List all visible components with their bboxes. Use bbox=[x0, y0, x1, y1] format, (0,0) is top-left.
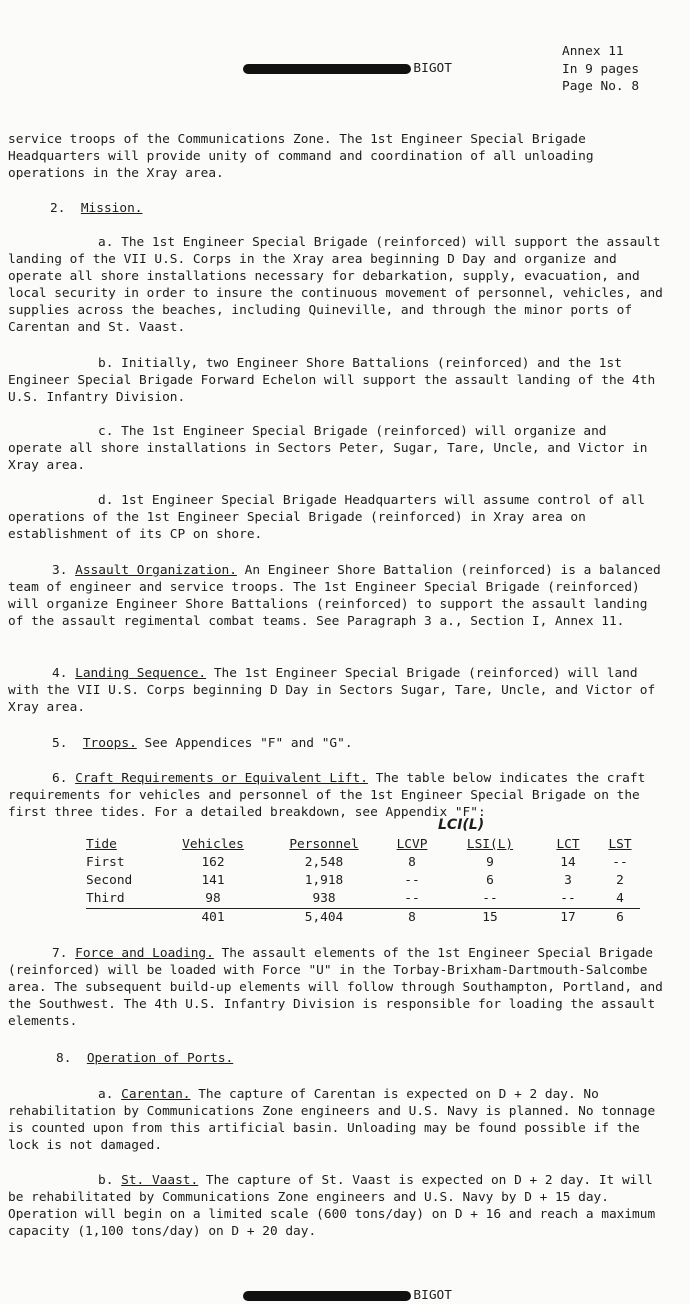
section-2-heading bbox=[50, 200, 142, 217]
section-title: Troops. bbox=[82, 736, 137, 751]
bottom-classification bbox=[228, 1270, 452, 1304]
cell: 4 bbox=[616, 891, 624, 906]
intro-paragraph: service troops of the Communications Zone. The 1st Engineer Special Brigade Headquarters will provide unity of command and coordination of all unloading operations in the Xray area. bbox=[8, 132, 594, 181]
ports-a bbox=[8, 1086, 668, 1154]
cell: First bbox=[86, 855, 125, 870]
top-classification bbox=[228, 43, 452, 77]
cell: 17 bbox=[536, 909, 600, 928]
section-number: 8. bbox=[56, 1051, 72, 1066]
section-5-text: See Appendices "F" and "G". bbox=[144, 736, 353, 751]
section-number: 5. bbox=[52, 736, 68, 751]
cell: 8 bbox=[380, 909, 444, 928]
classification-label: BIGOT bbox=[413, 61, 452, 76]
col-header-lst: LST bbox=[608, 837, 632, 852]
cell: 9 bbox=[486, 855, 494, 870]
section-4-text: The 1st Engineer Special Brigade (reinforced) will land with the VII U.S. Corps beginning D Day in Sectors Sugar, Tare, Uncle, and Victor of Xray area. bbox=[8, 666, 656, 715]
cell: 15 bbox=[444, 909, 536, 928]
ports-b-text: The capture of St. Vaast is expected on D + 2 day. It will be rehabilitated by Communications Zone engineers and U.S. Navy by D + 15 day. Operation will begin on a limited scale (600 tons/day) on D + 16 and reach a maximum capacity (1,100 tons/day) on D + 20 day. bbox=[8, 1173, 656, 1239]
cell: 5,404 bbox=[268, 909, 380, 928]
cell: -- bbox=[404, 891, 420, 906]
cell: 2,548 bbox=[304, 855, 344, 870]
page-number: Page No. 8 bbox=[562, 79, 640, 94]
sub-label: a. bbox=[98, 1087, 114, 1102]
col-header-tide: Tide bbox=[86, 837, 117, 852]
cell: 141 bbox=[201, 873, 225, 888]
cell: 401 bbox=[158, 909, 268, 928]
col-header-lsi: LSI(L) bbox=[466, 837, 514, 852]
table-row bbox=[86, 854, 640, 872]
ports-a-text: The capture of Carentan is expected on D + 2 day. No rehabilitation by Communications Zone engineers and U.S. Navy is planned. No tonnage is counted upon from this artificial basin. Unloading may be found possible if the lock is not damaged. bbox=[8, 1087, 656, 1153]
sub-label: b. bbox=[98, 1173, 114, 1188]
cell: -- bbox=[612, 855, 628, 870]
section-number: 4. bbox=[52, 666, 68, 681]
mission-d bbox=[8, 492, 668, 543]
sub-title: St. Vaast. bbox=[121, 1173, 199, 1188]
cell: 162 bbox=[201, 855, 225, 870]
mission-a bbox=[8, 234, 668, 336]
mission-c-text: c. The 1st Engineer Special Brigade (reinforced) will organize and operate all shore installations in Sectors Peter, Sugar, Tare, Uncle, and Victor in Xray area. bbox=[8, 424, 648, 473]
section-number: 3. bbox=[52, 563, 68, 578]
section-7 bbox=[8, 945, 668, 1030]
handwritten-correction: LCI(L) bbox=[438, 817, 485, 833]
section-number: 6. bbox=[52, 771, 68, 786]
mission-d-text: d. 1st Engineer Special Brigade Headquarters will assume control of all operations of the 1st Engineer Special Brigade (reinforced) in Xray area on establishment of its CP on shore. bbox=[8, 493, 646, 542]
redaction-bar bbox=[243, 1291, 411, 1301]
section-3-text: An Engineer Shore Battalion (reinforced) is a balanced team of engineer and service troops. The 1st Engineer Special Brigade (reinforced) will organize Engineer Shore Battalions (reinforced) to support the assault landing of the assault regimental combat teams. See Paragraph 3 a., Section I, Annex 11. bbox=[8, 563, 661, 629]
section-6 bbox=[8, 770, 668, 821]
cell: 938 bbox=[312, 891, 336, 906]
section-title: Landing Sequence. bbox=[75, 666, 207, 681]
pages-label: In 9 pages bbox=[562, 62, 640, 77]
cell: 14 bbox=[560, 855, 576, 870]
col-header-lcvp: LCVP bbox=[396, 837, 428, 852]
cell: -- bbox=[482, 891, 498, 906]
section-title: Force and Loading. bbox=[75, 946, 214, 961]
mission-b-text: b. Initially, two Engineer Shore Battalions (reinforced) and the 1st Engineer Special Brigade Forward Echelon will support the assault landing of the 4th U.S. Infantry Division. bbox=[8, 356, 656, 405]
section-8-heading bbox=[56, 1050, 233, 1067]
classification-label: BIGOT bbox=[413, 1288, 452, 1303]
section-title: Operation of Ports. bbox=[86, 1051, 234, 1066]
cell: Second bbox=[86, 873, 133, 888]
col-header-lct: LCT bbox=[556, 837, 580, 852]
table-total-row bbox=[86, 909, 640, 928]
cell: -- bbox=[560, 891, 576, 906]
cell: 8 bbox=[408, 855, 416, 870]
cell: 6 bbox=[600, 909, 640, 928]
section-number: 2. bbox=[50, 201, 66, 216]
table-header-row bbox=[86, 836, 640, 854]
col-header-personnel: Personnel bbox=[289, 837, 359, 852]
table-row bbox=[86, 890, 640, 909]
ports-b bbox=[8, 1172, 668, 1240]
craft-requirements-table bbox=[86, 836, 640, 927]
sub-title: Carentan. bbox=[121, 1087, 191, 1102]
section-title: Craft Requirements or Equivalent Lift. bbox=[75, 771, 368, 786]
section-title: Mission. bbox=[80, 201, 143, 216]
cell: 2 bbox=[616, 873, 624, 888]
cell: 3 bbox=[564, 873, 572, 888]
section-6-text: The table below indicates the craft requirements for vehicles and personnel of the 1st Engineer Special Brigade on the first three tides. For a detailed breakdown, see Appendix "F": bbox=[8, 771, 646, 820]
section-number: 7. bbox=[52, 946, 68, 961]
col-header-vehicles: Vehicles bbox=[182, 837, 244, 852]
cell: 1,918 bbox=[304, 873, 344, 888]
mission-a-text: a. The 1st Engineer Special Brigade (reinforced) will support the assault landing of the VII U.S. Corps in the Xray area beginning D Day and organize and operate all shore installations necessary for debarkation, supply, evacuation, and local security in order to insure the continuous movement of personnel, vehicles, and supplies across the beaches, including Quineville, and through the minor ports of Carentan and St. Vaast. bbox=[8, 235, 663, 335]
cell: 98 bbox=[205, 891, 221, 906]
section-4 bbox=[8, 665, 668, 716]
cell: Third bbox=[86, 891, 125, 906]
mission-c bbox=[8, 423, 668, 474]
table-row bbox=[86, 872, 640, 890]
section-5 bbox=[52, 735, 353, 752]
section-3 bbox=[8, 562, 668, 630]
annex-label: Annex 11 bbox=[562, 44, 624, 59]
section-title: Assault Organization. bbox=[75, 563, 237, 578]
cell bbox=[86, 909, 158, 928]
cell: -- bbox=[404, 873, 420, 888]
section-7-text: The assault elements of the 1st Engineer Special Brigade (reinforced) will be loaded with Force "U" in the Torbay-Brixham-Dartmouth-Salcombe area. The subsequent build-up elements will follow through Southampton, Portland, and the Southwest. The 4th U.S. Infantry Division is responsible for loading the assault elements. bbox=[8, 946, 663, 1029]
cell: 6 bbox=[486, 873, 494, 888]
mission-b bbox=[8, 355, 668, 406]
redaction-bar bbox=[243, 64, 411, 74]
